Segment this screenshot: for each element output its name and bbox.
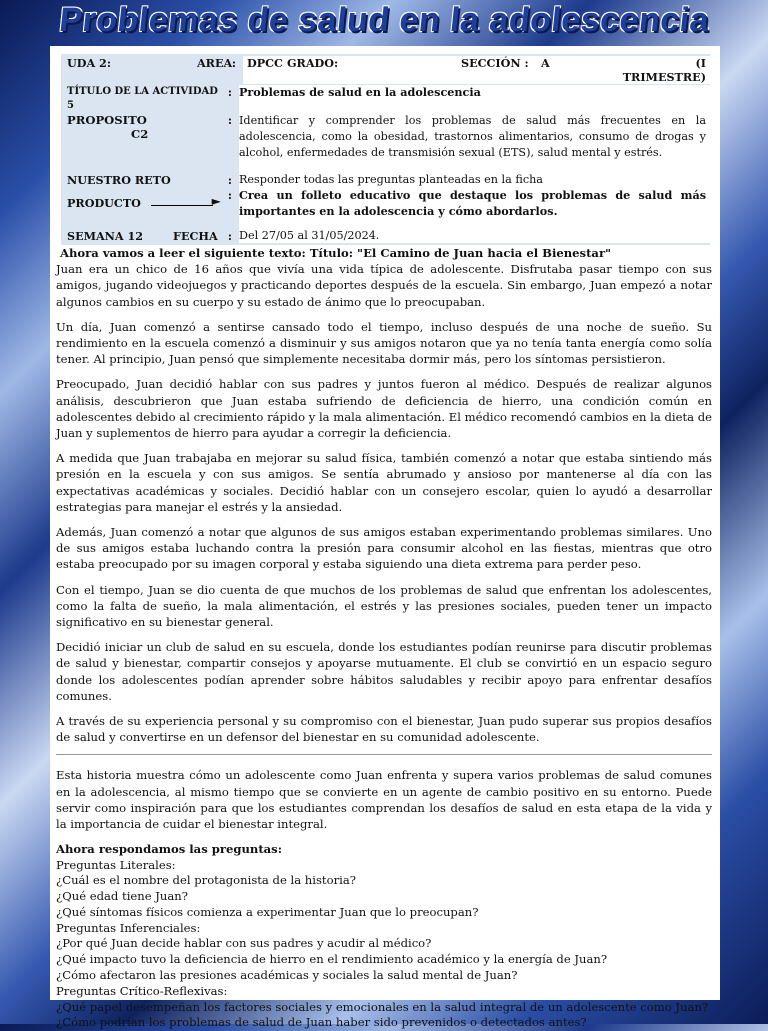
banner-title: Problemas de salud en la adolescencia <box>57 1 712 39</box>
story-paragraph: A medida que Juan trabajaba en mejorar su salud física, también comenzó a notar que estaba sintiendo más presión en la escuela y con sus amigos. Se sentía abrumado y ansioso por mantenerse al día con las expectativas académicas y sociales. Decidió hablar con un consejero escolar, quien lo ayudó a desarrollar estrategias para manejar el estrés y la ansiedad. <box>56 451 712 514</box>
question-item: ¿Qué papel desempeñan los factores sociales y emocionales en la salud integral de un adolescente como Juan? <box>56 999 709 1014</box>
question-item: ¿Cuál es el nombre del protagonista de la historia? <box>56 873 356 888</box>
story-paragraph: Decidió iniciar un club de salud en su escuela, donde los estudiantes podían reunirse para discutir problemas de salud y bienestar, compartir consejos y apoyarse mutuamente. El club se convirtió en un espacio seguro donde los adolescentes podían aprender sobre hábitos saludables y recibir apoyo para enfrentar desafíos comunes. <box>56 640 712 703</box>
questions-heading: Ahora respondamos las preguntas: <box>56 842 282 857</box>
area-value: DPCC <box>243 56 287 84</box>
producto-value: Crea un folleto educativo que destaque los problemas de salud más importantes en la adolescencia y cómo abordarlos. <box>239 187 710 219</box>
header-table: UDA 2: AREA : DPCC GRADO: SECCIÓN : A (I TRIMESTRE) TÍTULO DE LA ACTIVIDAD 5 : Problemas de salud en la adolescencia PROPOSITO C2 : Identificar y comprender los problemas de salud más frecuentes en la adolescencia, como la obesidad, trastornos alimentarios, consumo de drogas y alcohol, enfermedades de transmisión sexual (ETS), salud mental y estrés. NUESTRO RETO : Responder todas las preguntas planteadas en la ficha PRODUCTO ► : Crea un folleto educativo que destaque los problemas de salud más importantes en la adolescencia y cómo abordarlos. SEMANA 12 FECHA : Del 27/05 al 31/05/2024. <box>61 54 710 245</box>
question-item: ¿Qué síntomas físicos comienza a experimentar Juan que lo preocupan? <box>56 904 479 919</box>
divider <box>56 754 712 755</box>
titulo-label: TÍTULO DE LA ACTIVIDAD 5 <box>67 86 218 111</box>
reading-intro: Ahora vamos a leer el siguiente texto: Título: "El Camino de Juan hacia el Bienestar" <box>60 246 612 260</box>
story-paragraph: Además, Juan comenzó a notar que algunos de sus amigos estaban experimentando problemas similares. Uno de sus amigos estaba luchando contra la presión para consumir alcohol en las fiestas, mientras que otro estaba preocupado por su imagen corporal y estaba siguiendo una dieta extrema para perder peso. <box>56 525 712 572</box>
question-section-title: Preguntas Crítico-Reflexivas: <box>56 983 228 998</box>
seccion-value: A <box>541 56 617 84</box>
proposito-value: Identificar y comprender los problemas de salud más frecuentes en la adolescencia, como la obesidad, trastornos alimentarios, consumo de drogas y alcohol, enfermedades de transmisión sexual (ETS), salud mental y estrés. <box>239 113 710 161</box>
question-section-title: Preguntas Literales: <box>56 857 176 872</box>
story-paragraph: A través de su experiencia personal y su compromiso con el bienestar, Juan pudo superar sus propios desafíos de salud y convertirse en un defensor del bienestar en su comunidad adolescente. <box>56 714 712 745</box>
question-item: ¿Por qué Juan decide hablar con sus padres y acudir al médico? <box>56 936 432 951</box>
reto-label: NUESTRO RETO <box>67 173 171 187</box>
producto-label: PRODUCTO <box>67 196 141 210</box>
fecha-value: Del 27/05 al 31/05/2024. <box>239 229 710 243</box>
story-paragraph: Un día, Juan comenzó a sentirse cansado todo el tiempo, incluso después de una noche de sueño. Su rendimiento en la escuela comenzó a disminuir y sus amigos notaron que ya no tenía tanta energía como solía tener. Al principio, Juan pensó que simplemente necesitaba dormir más, pero los síntomas persistieron. <box>56 319 712 367</box>
grado-label: GRADO: <box>287 56 461 84</box>
question-section-title: Preguntas Inferenciales: <box>56 920 201 935</box>
fecha-label: FECHA <box>173 229 218 243</box>
semana-label: SEMANA 12 <box>67 229 144 243</box>
area-label: AREA <box>197 56 233 70</box>
story-paragraph: Con el tiempo, Juan se dio cuenta de que muchos de los problemas de salud que enfrentan los adolescentes, como la falta de sueño, la mala alimentación, el estrés y las presiones sociales, pueden tener un impacto significativo en su bienestar general. <box>56 582 712 630</box>
reto-value: Responder todas las preguntas planteadas en la ficha <box>239 173 710 187</box>
trimestre: (I TRIMESTRE) <box>617 56 710 84</box>
proposito-code: C2 <box>131 127 149 141</box>
question-item: ¿Cómo podrían los problemas de salud de Juan haber sido prevenidos o detectados antes? <box>56 1015 587 1030</box>
story-paragraph: Juan era un chico de 16 años que vivía una vida típica de adolescente. Disfrutaba pasar tiempo con sus amigos, jugando videojuegos y practicando deportes después de la escuela. Sin embargo, Juan empezó a notar algunos cambios en su cuerpo y su estado de ánimo que lo preocupaban. <box>56 262 712 309</box>
summary-paragraph: Esta historia muestra cómo un adolescente como Juan enfrenta y supera varios problemas de salud comunes en la adolescencia, al mismo tiempo que se convierte en un agente de cambio positivo en su entorno. Puede servir como inspiración para que los estudiantes comprendan los desafíos de salud en esta etapa de la vida y la importancia de cuidar el bienestar integral. <box>56 768 712 832</box>
arrow-icon: ► <box>151 199 221 209</box>
question-item: ¿Qué edad tiene Juan? <box>56 889 188 904</box>
uda-label: UDA 2: <box>67 56 111 70</box>
question-item: ¿Qué impacto tuvo la deficiencia de hierro en el rendimiento académico y la energía de Juan? <box>56 952 608 967</box>
seccion-label: SECCIÓN : <box>461 56 541 84</box>
proposito-label: PROPOSITO <box>67 113 147 127</box>
story-paragraph: Preocupado, Juan decidió hablar con sus padres y juntos fueron al médico. Después de realizar algunos análisis, descubrieron que Juan estaba sufriendo de deficiencia de hierro, una condición común en adolescentes debido al crecimiento rápido y la mala alimentación. El médico recomendó cambios en la dieta de Juan y suplementos de hierro para ayudar a corregir la deficiencia. <box>56 377 713 441</box>
question-item: ¿Cómo afectaron las presiones académicas y sociales la salud mental de Juan? <box>56 968 518 983</box>
worksheet <box>50 46 720 1030</box>
titulo-value: Problemas de salud en la adolescencia <box>239 85 710 113</box>
